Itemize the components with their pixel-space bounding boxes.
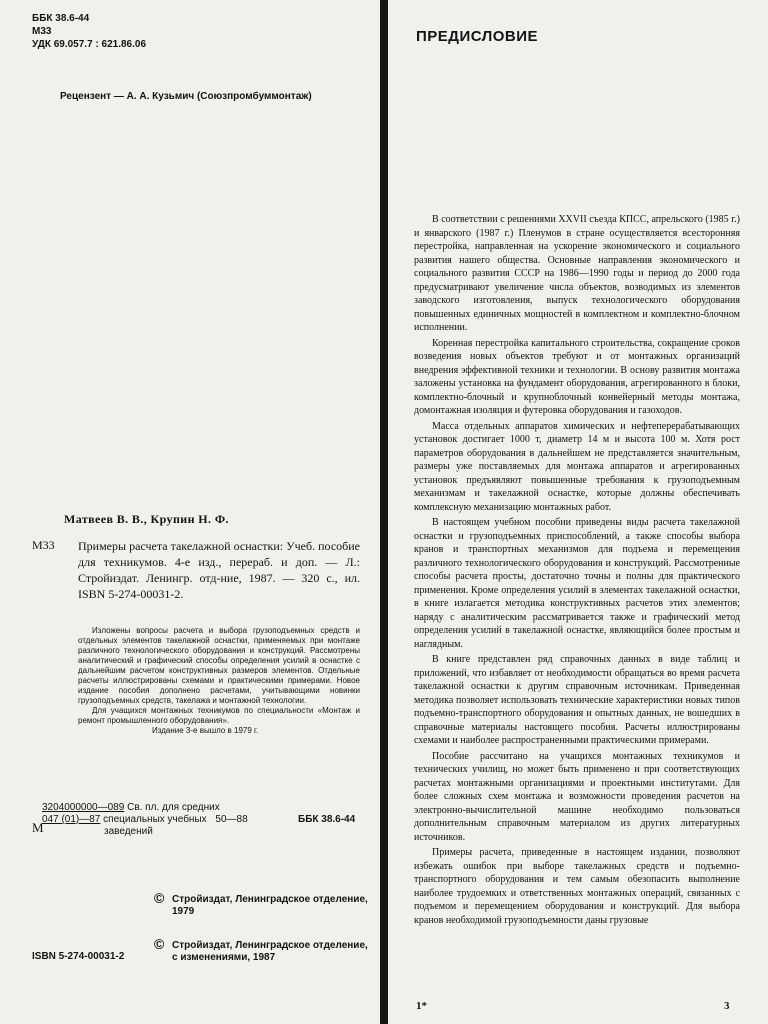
authors-heading: Матвеев В. В., Крупин Н. Ф.	[64, 512, 229, 526]
annotation-paragraph: Издание 3-е вышло в 1979 г.	[152, 726, 259, 735]
author-mark: М33	[32, 26, 52, 37]
page-number: 3	[724, 1000, 730, 1012]
copyright-1987	[154, 936, 372, 964]
copyright-text: Стройиздат, Ленинградское отделение, 1979	[172, 894, 368, 917]
annotation-paragraph: Изложены вопросы расчета и выбора грузоподъемных средств и отдельных элементов такелажной оснастки, применяемых при монтаже различного технологического оборудования и конструкций. Рассмотрены аналитический и графический способы определения усилий в оснастке с дальнейшим расчетом конструктивных размеров элементов. Отдельные расчеты иллюстрированы схемами и практическими примерами. Новое издание пособия дополнено расчетами, учитывающими новинки грузоподъемных средств, такелажа и монтажной технологии.	[78, 626, 360, 705]
copyright-1979	[154, 890, 372, 918]
catalog-code: М33	[32, 538, 55, 552]
price-text-1: Св. пл. для средних	[127, 802, 220, 813]
copyright-icon: ©	[154, 936, 165, 952]
preface-paragraph: В соответствии с решениями XXVII съезда КПСС, апрельского (1985 г.) и январского (1987 г.) Пленумов в стране осуществляется всесторонняя перестройка, направленная на ускорение экономического и социального развития нашего общества. Основные направления экономического и социального развития СССР на 1986—1990 годы и период до 2000 года предусматривают увеличение числа объектов, возводимых из элементов заводского изготовления, выпуск технологического оборудования повышенных единичных мощностей в комплектном и комплектно-блочном исполнении.	[414, 214, 740, 333]
price-range: 50—88	[215, 814, 248, 825]
udk-code: УДК 69.057.7 : 621.86.06	[32, 39, 147, 50]
price-number-top: 3204000000—089	[42, 802, 125, 813]
preface-paragraph: Пособие рассчитано на учащихся монтажных техникумов и технических училищ, но может быть применено и при соответствующих расчетах монтажными организациями и проектными институтами. Для более сложных схем монтажа и возможности проведения расчетов на электронно-вычислительной машине необходимо пользоваться дополнительным справочным материалом из других литературных источников.	[414, 750, 740, 843]
preface-paragraph: Коренная перестройка капитального строительства, сокращение сроков возведения новых объектов требуют и от монтажных организаций внедрения эффективной техники и технологии. В основу развития монтажа заложены установка на фундамент оборудования, агрегированного в блоки, комплектно-блочный и крупноблочный конвейерный методы монтажа, домонтажная изоляция и футеровка оборудования и газоходов.	[414, 337, 740, 416]
signature-mark: 1*	[416, 1000, 427, 1012]
price-block	[42, 802, 248, 838]
price-text-3: заведений	[104, 826, 153, 837]
right-page	[388, 0, 768, 1024]
copyright-icon: ©	[154, 890, 165, 906]
preface-body	[414, 213, 740, 929]
preface-paragraph: В книге представлен ряд справочных данных в виде таблиц и приложений, что избавляет от необходимости обращаться во время расчета такелажной оснастки к другим справочным источникам. Приведенная методика позволяет использовать технические характеристики новых типов подъемно-транспортного оборудования и опытных данных, не вошедших в справочные материалы настоящего пособия. Расчеты иллюстрированы схемами и наиболее распространенными практическими примерами.	[414, 654, 740, 746]
price-text-2: специальных учебных	[103, 814, 207, 825]
copyright-text: Стройиздат, Ленинградское отделение, с изменениями, 1987	[172, 940, 368, 963]
price-number-bottom: 047 (01)—87	[42, 814, 101, 825]
bbk-code: ББК 38.6-44	[32, 13, 90, 24]
preface-paragraph: Примеры расчета, приведенные в настоящем издании, позволяют избежать ошибок при выборе такелажных средств и подъемно-транспортного оборудования и тем самым обезопасить выполнение наиболее трудоемких и ответственных монтажных операций, связанных с подъемом и перемещением оборудования и конструкций. Для выбора кранов необходимой грузоподъемности даны грузовые	[414, 847, 740, 926]
bbk-code-bottom: ББК 38.6-44	[298, 814, 356, 825]
preface-paragraph: Масса отдельных аппаратов химических и нефтеперерабатывающих установок достигает 1000 т, диаметр 14 м и высота 100 м. Хотя рост параметров оборудования в дальнейшем не представляется значительным, размеры уже поставляемых для монтажа аппаратов и агрегированных установок предъявляют повышенные требования к грузоподъемным механизмам и такелажной оснастке, которые должны обеспечивать комплексную механизацию монтажных работ.	[414, 420, 740, 513]
annotation-paragraph: Для учащихся монтажных техникумов по специальности «Монтаж и ремонт промышленного оборудования».	[78, 706, 360, 725]
page-title: ПРЕДИСЛОВИЕ	[416, 28, 539, 45]
bibliographic-description: Примеры расчета такелажной оснастки: Учеб. пособие для техникумов. 4-е изд., перераб. и доп. — Л.: Стройиздат. Ленингр. отд-ние, 1987. — 320 с., ил. ISBN 5-274-00031-2.	[78, 539, 360, 601]
preface-paragraph: В настоящем учебном пособии приведены виды расчета такелажной оснастки и грузоподъемных приспособлений, а также способы выбора кранов и транспортных механизмов для подъема и перемещения различного технологического оборудования и конструкций. Рассмотренные способы расчета просты, достаточно точны и полны для практического применения. Кроме определения усилий в элементах такелажной оснастки, в книге излагается методика конструктивных расчетов этих элементов; наряду с аналитическим рассматривается также и графический метод определения усилий в такелажной оснастке, являющийся более простым и наглядным.	[414, 517, 740, 650]
classification-codes	[32, 12, 146, 51]
price-letter: М	[32, 820, 44, 835]
annotation	[78, 626, 360, 736]
left-page	[0, 0, 380, 1024]
book-gutter	[380, 0, 388, 1024]
isbn: ISBN 5-274-00031-2	[32, 951, 125, 962]
reviewer-line: Рецензент — А. А. Кузьмич (Союзпромбуммонтаж)	[60, 91, 312, 102]
